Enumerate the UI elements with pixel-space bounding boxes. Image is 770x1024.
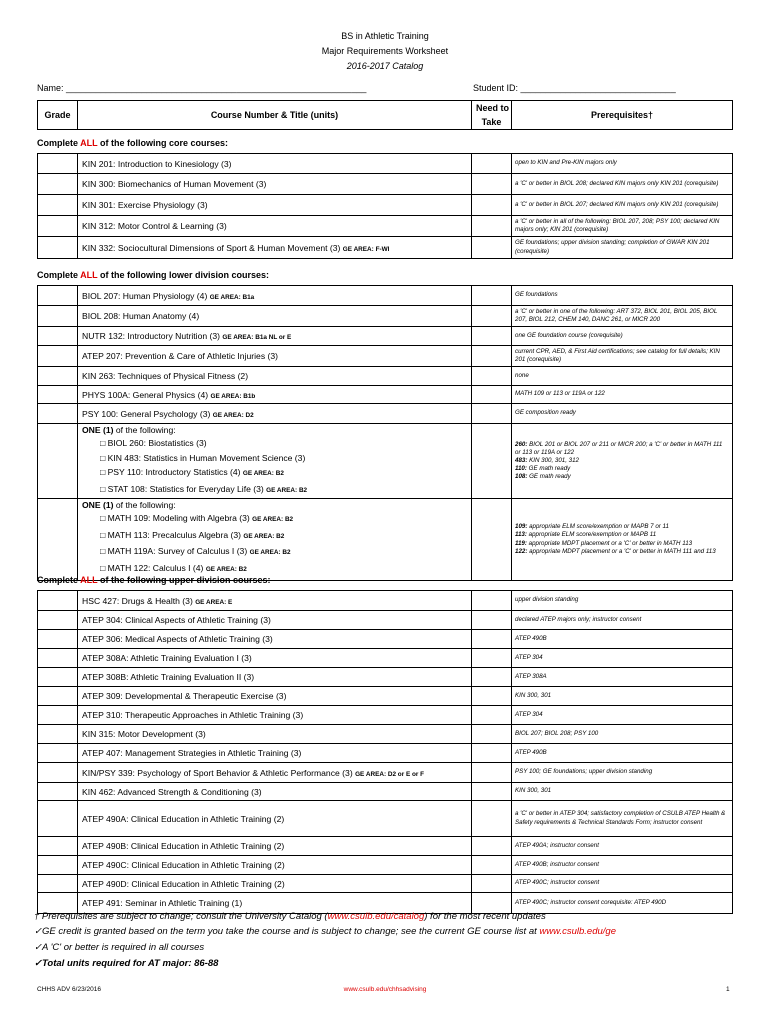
course-row	[38, 216, 733, 237]
need-to-take-cell[interactable]	[472, 837, 512, 856]
need-to-take-cell[interactable]	[472, 763, 512, 783]
course-cell: ATEP 207: Prevention & Care of Athletic Injuries (3)	[78, 346, 472, 367]
grade-cell[interactable]	[38, 286, 78, 306]
choice-options-cell: ONE (1) of the following: □ MATH 109: Modeling with Algebra (3) GE AREA: B2 □ MATH 113: Precalculus Algebra (3) GE AREA: B2 □ MATH 119A: Survey of Calculus I (3) GE AREA: B2 □ MATH 122: Calculus I (4) GE AREA: B2	[78, 499, 472, 581]
grade-cell[interactable]	[38, 174, 78, 195]
need-to-take-cell[interactable]	[472, 706, 512, 725]
course-cell: KIN 263: Techniques of Physical Fitness (2)	[78, 367, 472, 386]
footer-advising-link[interactable]: www.csulb.edu/chhsadvising	[343, 986, 427, 993]
course-cell: ATEP 304: Clinical Aspects of Athletic Training (3)	[78, 611, 472, 630]
course-row	[38, 154, 733, 174]
course-row	[38, 327, 733, 346]
need-to-take-cell[interactable]	[472, 216, 512, 237]
core-courses-table	[37, 153, 733, 259]
course-cell: KIN 462: Advanced Strength & Conditioning (3)	[78, 783, 472, 801]
ge-area-tag: GE AREA: B2	[266, 486, 308, 494]
prerequisite-cell: current CPR, AED, & First Aid certifications; see catalog for full details; KIN 201 (corequisite)	[512, 346, 733, 367]
grade-cell[interactable]	[38, 154, 78, 174]
course-cell: NUTR 132: Introductory Nutrition (3) GE AREA: B1a NL or E	[78, 327, 472, 346]
need-to-take-cell[interactable]	[472, 346, 512, 367]
prerequisite-cell: ATEP 304	[512, 649, 733, 668]
grade-cell[interactable]	[38, 346, 78, 367]
choice-option[interactable]: □ MATH 119A: Survey of Calculus I (3) GE AREA: B2	[100, 546, 291, 556]
choice-prerequisite-cell: 109: appropriate ELM score/exemption or MAPB 7 or 11 113: appropriate ELM score/exemption or MAPB 11 119: appropriate MDPT placement or a 'C' or better in MATH 113 122: appropriate MDPT placement or a 'C' or better in MATH 111 and 113	[512, 499, 733, 581]
ge-area-tag: GE AREA: B1a	[209, 293, 255, 301]
choice-option[interactable]: □ KIN 483: Statistics in Human Movement Science (3)	[100, 452, 306, 463]
course-row	[38, 611, 733, 630]
footer-doc-id: CHHS ADV 6/23/2016	[37, 986, 101, 993]
header-grade: Grade	[38, 101, 78, 130]
column-header-table	[37, 100, 733, 130]
course-row	[38, 591, 733, 611]
course-cell: PSY 100: General Psychology (3) GE AREA: D2	[78, 404, 472, 424]
grade-cell[interactable]	[38, 499, 78, 581]
course-row	[38, 668, 733, 687]
prerequisite-cell: ATEP 490C; instructor consent	[512, 875, 733, 893]
prerequisite-cell: ATEP 490B	[512, 744, 733, 763]
choice-option[interactable]: □ MATH 113: Precalculus Algebra (3) GE AREA: B2	[100, 529, 285, 540]
prerequisite-cell: one GE foundation course (corequisite)	[512, 327, 733, 346]
student-id-field[interactable]: Student ID: _______________________________	[473, 83, 676, 93]
prerequisite-cell: a 'C' or better in all of the following: BIOL 207, 208; PSY 100; declared KIN majors only; KIN 201 (corequisite)	[512, 216, 733, 237]
course-row	[38, 237, 733, 259]
course-row	[38, 687, 733, 706]
need-to-take-cell[interactable]	[472, 744, 512, 763]
name-field[interactable]: Name: ____________________________________________________________	[37, 83, 367, 93]
section-lower-heading: Complete ALL of the following lower division courses:	[37, 270, 270, 280]
course-row	[38, 649, 733, 668]
course-cell: ATEP 308B: Athletic Training Evaluation II (3)	[78, 668, 472, 687]
prerequisite-cell: KIN 300, 301	[512, 783, 733, 801]
grade-cell[interactable]	[38, 744, 78, 763]
course-cell: BIOL 207: Human Physiology (4) GE AREA: B1a	[78, 286, 472, 306]
course-cell: KIN 201: Introduction to Kinesiology (3)	[78, 154, 472, 174]
grade-cell[interactable]	[38, 195, 78, 216]
prerequisite-cell: declared ATEP majors only; instructor consent	[512, 611, 733, 630]
prerequisite-cell: a 'C' or better in BIOL 208; declared KIN majors only KIN 201 (corequisite)	[512, 174, 733, 195]
section-core-heading: Complete ALL of the following core courses:	[37, 138, 229, 148]
course-cell: PHYS 100A: General Physics (4) GE AREA: B1b	[78, 386, 472, 404]
note-total-units: ✓Total units required for AT major: 86-88	[34, 958, 219, 969]
ge-link[interactable]: www.csulb.edu/ge	[539, 926, 616, 937]
course-row	[38, 346, 733, 367]
course-cell: ATEP 490A: Clinical Education in Athletic Training (2)	[78, 801, 472, 837]
course-row	[38, 763, 733, 783]
need-to-take-cell[interactable]	[472, 327, 512, 346]
need-to-take-cell[interactable]	[472, 687, 512, 706]
need-to-take-cell[interactable]	[472, 174, 512, 195]
choice-option[interactable]: □ MATH 109: Modeling with Algebra (3) GE AREA: B2	[100, 513, 294, 523]
course-cell: ATEP 310: Therapeutic Approaches in Athletic Training (3)	[78, 706, 472, 725]
course-cell: KIN/PSY 339: Psychology of Sport Behavior & Athletic Performance (3) GE AREA: D2 or E or F	[78, 763, 472, 783]
choice-prerequisite-cell: 260: BIOL 201 or BIOL 207 or 211 or MICR 200; a 'C' or better in MATH 111 or 113 or 119A or 122 483: KIN 300, 301, 312 110: GE math ready 108: GE math ready	[512, 424, 733, 499]
course-row	[38, 725, 733, 744]
grade-cell[interactable]	[38, 591, 78, 611]
grade-cell[interactable]	[38, 386, 78, 404]
need-to-take-cell[interactable]	[472, 404, 512, 424]
course-cell: HSC 427: Drugs & Health (3) GE AREA: E	[78, 591, 472, 611]
grade-cell[interactable]	[38, 424, 78, 499]
course-cell: ATEP 306: Medical Aspects of Athletic Training (3)	[78, 630, 472, 649]
need-to-take-cell[interactable]	[472, 306, 512, 327]
course-cell: ATEP 309: Developmental & Therapeutic Exercise (3)	[78, 687, 472, 706]
prerequisite-cell: ATEP 490C; instructor consent corequisite: ATEP 490D	[512, 893, 733, 914]
ge-area-tag: GE AREA: E	[195, 598, 233, 606]
grade-cell[interactable]	[38, 837, 78, 856]
choice-option[interactable]: □ BIOL 260: Biostatistics (3)	[100, 438, 207, 448]
need-to-take-cell[interactable]	[472, 725, 512, 744]
course-cell: KIN 332: Sociocultural Dimensions of Sport & Human Movement (3) GE AREA: F-WI	[78, 237, 472, 259]
ge-area-tag: GE AREA: B2	[243, 532, 285, 540]
ge-area-tag: GE AREA: B2	[249, 549, 291, 556]
course-row	[38, 744, 733, 763]
choice-options-cell: ONE (1) of the following: □ BIOL 260: Biostatistics (3) □ KIN 483: Statistics in Human Movement Science (3) □ PSY 110: Introductory Statistics (4) GE AREA: B2 □ STAT 108: Statistics for Everyday Life (3) GE AREA: B2	[78, 424, 472, 499]
need-to-take-cell[interactable]	[472, 367, 512, 386]
course-cell: KIN 301: Exercise Physiology (3)	[78, 195, 472, 216]
prerequisite-cell: ATEP 490B	[512, 630, 733, 649]
choice-row	[38, 424, 733, 499]
course-row	[38, 404, 733, 424]
grade-cell[interactable]	[38, 649, 78, 668]
note-c-or-better: ✓A 'C' or better is required in all courses	[34, 942, 205, 953]
need-to-take-cell[interactable]	[472, 668, 512, 687]
course-row	[38, 783, 733, 801]
choice-row	[38, 499, 733, 581]
need-to-take-cell[interactable]	[472, 611, 512, 630]
course-cell: KIN 312: Motor Control & Learning (3)	[78, 216, 472, 237]
grade-cell[interactable]	[38, 237, 78, 259]
need-to-take-cell[interactable]	[472, 499, 512, 581]
ge-area-tag: GE AREA: B1a NL or E	[222, 334, 292, 341]
ge-area-tag: GE AREA: B2	[252, 516, 294, 523]
grade-cell[interactable]	[38, 306, 78, 327]
prerequisite-cell: MATH 109 or 113 or 119A or 122	[512, 386, 733, 404]
prerequisite-cell: open to KIN and Pre-KIN majors only	[512, 154, 733, 174]
catalog-year: 2016-2017 Catalog	[346, 61, 424, 71]
upper-courses-table	[37, 590, 733, 914]
course-cell: ATEP 490B: Clinical Education in Athletic Training (2)	[78, 837, 472, 856]
section-upper-heading: Complete ALL of the following upper division courses:	[37, 575, 271, 585]
prerequisite-cell: GE foundations; upper division standing; completion of GWAR KIN 201 (corequisite)	[512, 237, 733, 259]
course-row	[38, 286, 733, 306]
header-course: Course Number & Title (units)	[78, 101, 472, 130]
ge-area-tag: GE AREA: F-WI	[342, 245, 390, 253]
course-row	[38, 195, 733, 216]
prerequisite-cell: a 'C' or better in ATEP 304; satisfactory completion of CSULB ATEP Health & Safety requirements & Technical Standards Form; instructor consent	[512, 801, 733, 837]
need-to-take-cell[interactable]	[472, 783, 512, 801]
doc-title: BS in Athletic Training	[341, 31, 429, 41]
prerequisite-cell: upper division standing	[512, 591, 733, 611]
need-to-take-cell[interactable]	[472, 856, 512, 875]
grade-cell[interactable]	[38, 630, 78, 649]
need-to-take-cell[interactable]	[472, 649, 512, 668]
footer-page-number: 1	[726, 986, 730, 993]
need-to-take-cell[interactable]	[472, 630, 512, 649]
course-cell: KIN 300: Biomechanics of Human Movement (3)	[78, 174, 472, 195]
prerequisite-cell: KIN 300, 301	[512, 687, 733, 706]
grade-cell[interactable]	[38, 367, 78, 386]
prerequisite-cell: BIOL 207; BIOL 208; PSY 100	[512, 725, 733, 744]
grade-cell[interactable]	[38, 763, 78, 783]
ge-area-tag: GE AREA: D2 or E or F	[355, 770, 425, 778]
need-to-take-cell[interactable]	[472, 154, 512, 174]
course-cell: ATEP 491: Seminar in Athletic Training (1)	[78, 893, 472, 914]
catalog-link[interactable]: www.csulb.edu/catalog	[327, 911, 425, 922]
need-to-take-cell[interactable]	[472, 875, 512, 893]
course-row	[38, 306, 733, 327]
need-to-take-cell[interactable]	[472, 195, 512, 216]
choice-option[interactable]: □ PSY 110: Introductory Statistics (4) GE AREA: B2	[100, 467, 284, 477]
prerequisite-cell: PSY 100; GE foundations; upper division standing	[512, 763, 733, 783]
course-row	[38, 875, 733, 893]
ge-area-tag: GE AREA: B2	[205, 565, 247, 573]
prerequisite-cell: GE foundations	[512, 286, 733, 306]
course-row	[38, 837, 733, 856]
need-to-take-cell[interactable]	[472, 591, 512, 611]
grade-cell[interactable]	[38, 783, 78, 801]
course-row	[38, 706, 733, 725]
grade-cell[interactable]	[38, 875, 78, 893]
choice-option[interactable]: □ MATH 122: Calculus I (4) GE AREA: B2	[100, 562, 247, 573]
course-cell: ATEP 308A: Athletic Training Evaluation I (3)	[78, 649, 472, 668]
grade-cell[interactable]	[38, 216, 78, 237]
prerequisite-cell: ATEP 490B; instructor consent	[512, 856, 733, 875]
grade-cell[interactable]	[38, 327, 78, 346]
header-prerequisites: Prerequisites†	[512, 101, 733, 130]
course-cell: BIOL 208: Human Anatomy (4)	[78, 306, 472, 327]
grade-cell[interactable]	[38, 611, 78, 630]
course-row	[38, 630, 733, 649]
grade-cell[interactable]	[38, 706, 78, 725]
grade-cell[interactable]	[38, 668, 78, 687]
course-row	[38, 386, 733, 404]
course-row	[38, 367, 733, 386]
course-cell: ATEP 490D: Clinical Education in Athletic Training (2)	[78, 875, 472, 893]
lower-courses-table	[37, 285, 733, 581]
course-row	[38, 856, 733, 875]
course-cell: ATEP 490C: Clinical Education in Athletic Training (2)	[78, 856, 472, 875]
ge-area-tag: GE AREA: B2	[242, 470, 284, 477]
prerequisite-cell: GE composition ready	[512, 404, 733, 424]
grade-cell[interactable]	[38, 404, 78, 424]
prerequisite-cell: a 'C' or better in one of the following: ART 372, BIOL 201, BIOL 205, BIOL 207, BIOL 212, CHEM 140, DANC 261, or MICR 200	[512, 306, 733, 327]
prerequisite-cell: none	[512, 367, 733, 386]
prerequisite-cell: ATEP 304	[512, 706, 733, 725]
header-need-to-take: Need to Take	[472, 101, 512, 130]
grade-cell[interactable]	[38, 687, 78, 706]
need-to-take-cell[interactable]	[472, 801, 512, 837]
course-cell: ATEP 407: Management Strategies in Athletic Training (3)	[78, 744, 472, 763]
course-row	[38, 801, 733, 837]
need-to-take-cell[interactable]	[472, 386, 512, 404]
grade-cell[interactable]	[38, 856, 78, 875]
prerequisite-cell: ATEP 490A; instructor consent	[512, 837, 733, 856]
doc-subtitle: Major Requirements Worksheet	[321, 46, 449, 56]
ge-area-tag: GE AREA: D2	[212, 411, 254, 419]
need-to-take-cell[interactable]	[472, 424, 512, 499]
grade-cell[interactable]	[38, 801, 78, 837]
ge-area-tag: GE AREA: B1b	[210, 392, 256, 400]
need-to-take-cell[interactable]	[472, 286, 512, 306]
grade-cell[interactable]	[38, 725, 78, 744]
need-to-take-cell[interactable]	[472, 237, 512, 259]
prerequisite-cell: ATEP 308A	[512, 668, 733, 687]
note-ge-credit: ✓GE credit is granted based on the term you take the course and is subject to change; see the current GE course list at www.csulb.edu/ge	[34, 926, 616, 937]
course-cell: KIN 315: Motor Development (3)	[78, 725, 472, 744]
course-row	[38, 174, 733, 195]
note-prerequisites: † Prerequisites are subject to change; consult the University Catalog (www.csulb.edu/catalog) for the most recent updates	[34, 911, 546, 922]
choice-option[interactable]: □ STAT 108: Statistics for Everyday Life (3) GE AREA: B2	[100, 483, 308, 494]
prerequisite-cell: a 'C' or better in BIOL 207; declared KIN majors only KIN 201 (corequisite)	[512, 195, 733, 216]
